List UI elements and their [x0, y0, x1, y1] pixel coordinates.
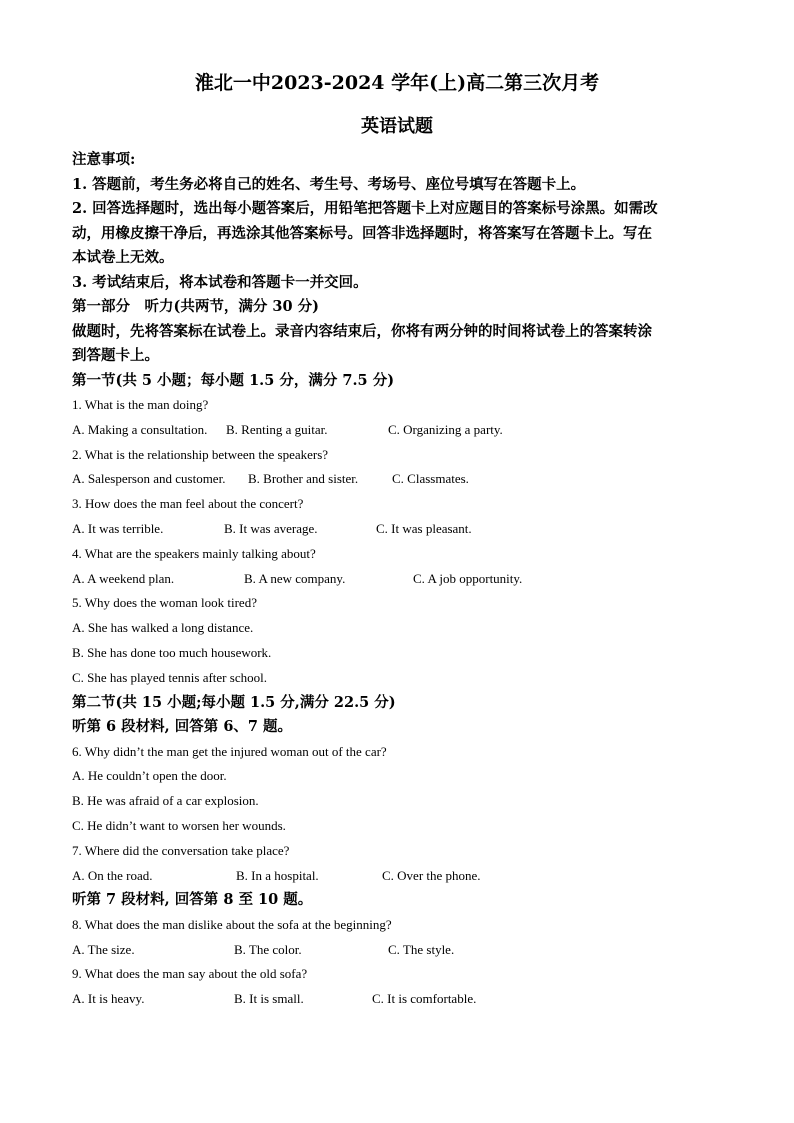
- notes-item: 1. 答题前，考生务必将自己的姓名、考生号、考场号、座位号填写在答题卡上。: [72, 175, 586, 193]
- option-c: C. The style.: [388, 941, 455, 957]
- options-row: [72, 467, 722, 492]
- option-c: C. She has played tennis after school.: [72, 669, 267, 685]
- exam-page: [72, 68, 722, 1012]
- question-2: 2. What is the relationship between the speakers?: [72, 446, 329, 462]
- option-a: A. It was terrible.: [72, 520, 164, 536]
- options-row: [72, 987, 722, 1012]
- group6-heading: 听第 6 段材料, 回答第 6、7 题。: [72, 718, 293, 736]
- option-a: A. A weekend plan.: [72, 570, 175, 586]
- notes-item: 动，用橡皮擦干净后，再选涂其他答案标号。回答非选择题时，将答案写在答题卡上。写在: [72, 224, 652, 242]
- section2-heading: 第二节(共 15 小题;每小题 1.5 分,满分 22.5 分): [72, 693, 396, 711]
- option-c: C. He didn’t want to worsen her wounds.: [72, 817, 286, 833]
- question-1: 1. What is the man doing?: [72, 397, 209, 412]
- question-3: 3. How does the man feel about the concert?: [72, 496, 304, 512]
- option-a: A. He couldn’t open the door.: [72, 768, 227, 784]
- option-b: B. Renting a guitar.: [226, 421, 328, 437]
- option-a: A. It is heavy.: [72, 991, 145, 1007]
- notes-item: 2. 回答选择题时，选出每小题答案后，用铅笔把答题卡上对应题目的答案标号涂黑。如需改: [72, 200, 658, 217]
- option-b: B. It was average.: [224, 520, 318, 536]
- options-row: [72, 864, 722, 889]
- option-c: C. It was pleasant.: [376, 520, 472, 536]
- option-b: B. She has done too much housework.: [72, 644, 272, 660]
- notes-item: 本试卷上无效。: [72, 249, 174, 266]
- options-row: [72, 418, 722, 443]
- options-row: [72, 567, 722, 592]
- notes-block: [72, 148, 722, 295]
- option-b: B. The color.: [234, 941, 302, 957]
- question-9: 9. What does the man say about the old sofa?: [72, 966, 308, 982]
- exam-subtitle: 英语试题: [361, 116, 433, 137]
- option-b: B. A new company.: [244, 570, 346, 586]
- option-a: A. She has walked a long distance.: [72, 620, 254, 636]
- notes-heading: 注意事项:: [72, 151, 136, 168]
- option-c: C. Over the phone.: [382, 867, 481, 883]
- option-c: C. It is comfortable.: [372, 991, 477, 1007]
- question-7: 7. Where did the conversation take place?: [72, 842, 290, 858]
- part1-instruction: 做题时，先将答案标在试卷上。录音内容结束后，你将有两分钟的时间将试卷上的答案转涂: [72, 322, 652, 340]
- option-b: B. Brother and sister.: [248, 471, 359, 487]
- option-b: B. He was afraid of a car explosion.: [72, 793, 259, 809]
- options-row: [72, 517, 722, 542]
- options-row: [72, 938, 722, 963]
- part1-instruction: 到答题卡上。: [72, 347, 159, 364]
- question-4: 4. What are the speakers mainly talking about?: [72, 545, 316, 561]
- option-a: A. Making a consultation.: [72, 421, 208, 437]
- option-c: C. Organizing a party.: [388, 421, 503, 437]
- question-5: 5. Why does the woman look tired?: [72, 595, 257, 611]
- option-a: A. On the road.: [72, 867, 153, 883]
- section1-heading: 第一节(共 5 小题；每小题 1.5 分，满分 7.5 分): [72, 371, 395, 389]
- option-b: B. In a hospital.: [236, 867, 319, 883]
- question-8: 8. What does the man dislike about the sofa at the beginning?: [72, 916, 392, 932]
- part1-heading: 第一部分 听力(共两节，满分 30 分): [72, 298, 319, 315]
- question-6: 6. Why didn’t the man get the injured woman out of the car?: [72, 743, 387, 759]
- option-b: B. It is small.: [234, 991, 304, 1007]
- option-c: C. Classmates.: [392, 471, 469, 487]
- option-a: A. The size.: [72, 941, 135, 957]
- option-c: C. A job opportunity.: [413, 570, 523, 586]
- notes-item: 3. 考试结束后，将本试卷和答题卡一并交回。: [72, 273, 368, 291]
- exam-title: 淮北一中2023-2024 学年(上)高二第三次月考: [194, 72, 600, 94]
- group7-heading: 听第 7 段材料, 回答第 8 至 10 题。: [72, 891, 313, 909]
- option-a: A. Salesperson and customer.: [72, 471, 226, 487]
